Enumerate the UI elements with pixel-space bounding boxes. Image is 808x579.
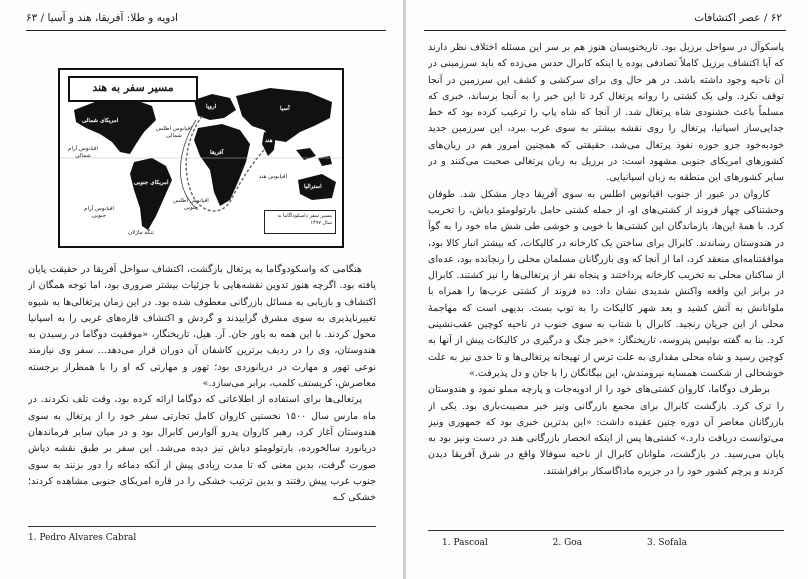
south-america-shape [130,158,172,230]
footnote-cabral: 1. Pedro Alvares Cabral [28,533,137,543]
label-indian-ocean: اقیانوس هند [258,174,288,180]
right-page-body [428,40,784,518]
left-page-number: ۶۳ [26,12,38,24]
right-page-header: ۶۲ / عصر اکتشافات [694,12,782,24]
right-footnotes [442,538,749,548]
right-page [406,0,808,579]
left-page-title: ادویه و طلا: آفریقا، هند و آسیا [47,12,178,24]
label-north-america: امریکای شمالی [82,118,119,124]
label-australia: استرالیا [304,184,322,190]
label-south-atlantic: اقیانوس اطلس جنوبی [173,198,209,211]
islands-shape [296,148,332,166]
map-figure [58,68,344,248]
label-magellan: تنگه ماژلان [128,230,154,236]
left-footnotes [28,533,198,543]
right-footnote-rule [428,530,784,531]
label-north-pacific: اقیانوس آرام شمالی [68,146,98,159]
right-page-title: عصر اکتشافات [694,12,761,24]
left-paragraph-1: هنگامی که واسکودوگاما به پرتغال بازگشت، اکتشاف سواحل آفریقا در حقیقت پایان یافته بود. اگرچه هنوز تدوین نقشه‌هایی با جزئیات بیشتر ضروری بود، اما توجه همگان از اکتشاف و بازیابی به مسائل بازرگانی معطوف شده بود. در این زمان پرتغالی‌ها به شیوه تغییرناپذیری به سوی مشرق گراییدند و گردش و اکتشاف قاره‌های غربی را به اسپانیا محول کردند. با این همه به باور جان. آر. هیل، تاریخنگار، «موفقیت دوگاما در رسیدن به هندوستان، وی را در ردیف برترین کاشفان آن دوران قرار می‌دهد... سفر وی نیازمند نوعی تهور و مهارت در دریانوردی بود؛ تهور و مهارتی که او را با همطراز برجسته معاصرش، کریستف کلمب، برابر می‌سازد.» [28,264,376,390]
right-paragraph-2: کاروان در عبور از جنوب اقیانوس اطلس به سوی آفریقا دچار مشکل شد. طوفان وحشتناکی چهار فروند از کشتی‌های او، از جمله کشتی حامل بارتولومئو دیاش، را تخریب کرد. با همهٔ این‌ها، بازماندگان این کشتی‌ها با خوبی و خوشی طی شش ماه خود را به گوآ در هندوستان رساندند. کابرال برای ساختن یک کارخانه در کالیکات، که بیشتر انبار کالا بود، موافقتنامه‌ای منعقد کرد، اما از آنجا که وی بازرگانان مسلمان محلی را رنجانده بود، عده‌ای از ساکنان محلی به تخریب کارخانه پرداختند و پنجاه نفر از پرتغالی‌ها را نیز کشتند. کابرال در برابر این واقعه واکنش شدیدی نشان داد: ده فروند از کشتی عرب‌ها را همراه با ملوانانش به آتش کشید و بعد شهر کالیکات را به توپ بست. بدیهی است که مهاجمهٔ محلی از این جریان رنجید. کابرال با شتاب به سوی جنوب در ناحیه کوچین عقب‌نشینی کرد. بنا به گفته بوئیس پنروسه، تاریخنگار: «خبر جنگ و درگیری در کالیکات پیش از آنها به کوچین رسید و شاه محلی مقداری به علت ترس از تهیجانه پرتغالی‌ها و تا حدی نیز به علت خوشحالی از شکست همسایه نیرومندش، این بیگانگان را با جان و دل پذیرفت.» [428,188,784,379]
left-page [0,0,403,579]
right-paragraph-3: برطرف دوگاما، کاروان کشتی‌های خود را از ادویه‌جات و پارچه مملو نمود و هندوستان را ترک کرد. بازگشت کابرال برای مجمع بازرگانی ونیز خبر مصیبت‌باری بود. یکی از بازرگانان معاصر آن دوره چنین عقیده داشت: «این بدترین خبری بود که جمهوری ونیز می‌توانست دریافت دارد.» کشتی‌ها پس از اینکه انحصار بازرگانی هند در دست ونیز بود به پایان می‌رسید. در بازگشت، ملوانان کابرال از ناحیه سوفالا واقع در شرق آفریقا دیدن کردند و پرچم کشور خود را در جزیره ماداگاسکار برافراشتند. [428,384,784,477]
left-paragraph-2: پرتغالی‌ها برای استفاده از اطلاعاتی که دوگاما ارائه کرده بود، وقت تلف نکردند. در ماه مارس سال ۱۵۰۰ نخستین کاروان کامل تجارتی سفر خود را از پرتغال به سوی هندوستان آغاز کرد، رهبر کاروان پدرو آلوارس کابرال بود و در میان سایر فرماندهان دریانورد سالخورده، بارتولومئو دیاش نیز دیده می‌شد. این سفر بر طبق نقشه دیاش صورت گرفت، بدین معنی که تا مدت زیادی پیش از آنکه دماغه را دور بزنند به سوی جنوب غرب پیش رفتند و بدین ترتیب خشکی را در قاره امریکای جنوبی مشاهده کردند؛ خشکی کـه [28,394,376,504]
footnote-pascoal: 1. Pascoal [442,538,488,548]
label-india: هند [265,138,273,144]
map-title: مسیر سفر به هند [68,76,198,102]
right-header-rule [424,30,786,31]
left-footnote-rule [28,526,376,527]
left-page-header: ادویه و طلا: آفریقا، هند و آسیا / ۶۳ [26,12,178,24]
asia-shape [236,88,332,142]
footnote-goa: 2. Goa [552,538,583,548]
label-south-pacific: اقیانوس آرام جنوبی [84,206,114,219]
left-header-rule [26,30,386,31]
map-legend: مسیر سفر داسکوداگاما به سال ۱۴۹۷ [264,210,336,234]
footnote-sofala: 3. Sofala [646,538,687,548]
label-europe: اروپا [206,104,217,110]
left-page-body [28,262,376,520]
label-africa: آفریقا [210,150,224,156]
africa-shape [194,124,250,206]
label-south-america: امریکای جنوبی [134,180,169,186]
right-page-number: ۶۲ [770,12,782,24]
label-asia: آسیا [280,106,290,112]
label-north-atlantic: اقیانوس اطلس شمالی [156,126,192,139]
right-paragraph-1: پاسکوآل در سواحل برزیل بود. تاریخنویسان هنوز هم بر سر این مسئله اختلاف نظر دارند که آیا اکتشاف برزیل کاملاً تصادفی بوده یا اینکه کابرال حدس می‌زده که باید سرزمینی در آن ناحیه وجود داشته باشد. در هر حال وی برای سرکشی و کشف این سرزمین در آنجا توقف نکرد. ولی یک کشتی را روانه پرتغال کرد تا این خبر را به آنجا برساند، خبری که مسلماً باعث خشنودی شاه پرتغال شد. از آنجا که شاه پاپ را ترغیب کرده بود که خط جدایی‌ساز اسپانیا، پرتغال را روی نقشه بیشتر به سوی غرب ببرد، این سرزمین جدید خودبه‌خود جزو حوزه نفوذ پرتغال می‌شد، حقیقتی که همچنین امروز هم در زبان‌های کشورهای امریکای جنوبی مشهود است: در برزیل به زبان پرتغالی صحبت می‌کنند و در سایر کشورهای این منطقه به زبان اسپانیایی. [428,42,784,184]
